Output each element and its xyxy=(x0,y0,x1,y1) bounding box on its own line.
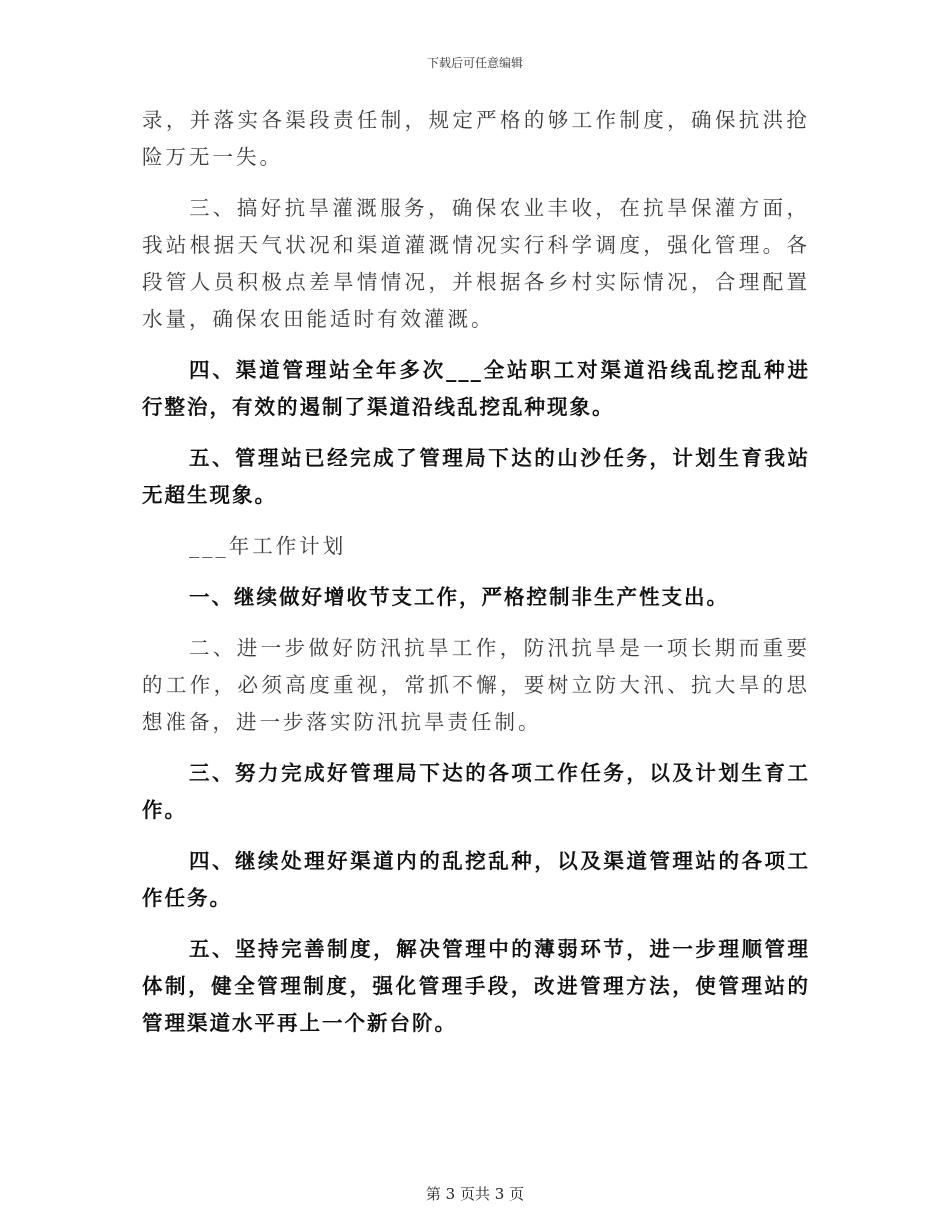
plan-item-5: 五、坚持完善制度，解决管理中的薄弱环节，进一步理顺管理体制，健全管理制度，强化管理手段，改进管理方法，使管理站的管理渠道水平再上一个新台阶。 xyxy=(142,937,810,1035)
plan-item-1: 一、继续做好增收节支工作，严格控制非生产性支出。 xyxy=(189,585,729,609)
page-header: 下载后可任意编辑 xyxy=(426,56,523,70)
paragraph-item-3: 三、搞好抗旱灌溉服务，确保农业丰收，在抗旱保灌方面，我站根据天气状况和渠道灌溉情况实行科学调度，强化管理。各段管人员积极点差旱情情况，并根据各乡村实际情况，合理配置水量，确保农田能适时有效灌溉。 xyxy=(142,196,810,331)
document-body xyxy=(142,102,810,1056)
plan-item-2: 二、进一步做好防汛抗旱工作，防汛抗旱是一项长期而重要的工作，必须高度重视，常抓不懈，要树立防大汛、抗大旱的思想准备，进一步落实防汛抗旱责任制。 xyxy=(142,636,810,734)
page-footer: 第 3 页共 3 页 xyxy=(425,1185,525,1203)
plan-item-4: 四、继续处理好渠道内的乱挖乱种，以及渠道管理站的各项工作任务。 xyxy=(142,849,810,910)
paragraph-item-5: 五、管理站已经完成了管理局下达的山沙任务，计划生育我站无超生现象。 xyxy=(142,446,810,507)
paragraph-continuation: 录，并落实各渠段责任制，规定严格的够工作制度，确保抗洪抢险万无一失。 xyxy=(142,108,810,169)
work-plan-heading: ___年工作计划 xyxy=(189,534,347,558)
plan-item-3: 三、努力完成好管理局下达的各项工作任务，以及计划生育工作。 xyxy=(142,761,810,822)
paragraph-item-4: 四、渠道管理站全年多次___全站职工对渠道沿线乱挖乱种进行整治，有效的遏制了渠道沿线乱挖乱种现象。 xyxy=(142,358,810,419)
